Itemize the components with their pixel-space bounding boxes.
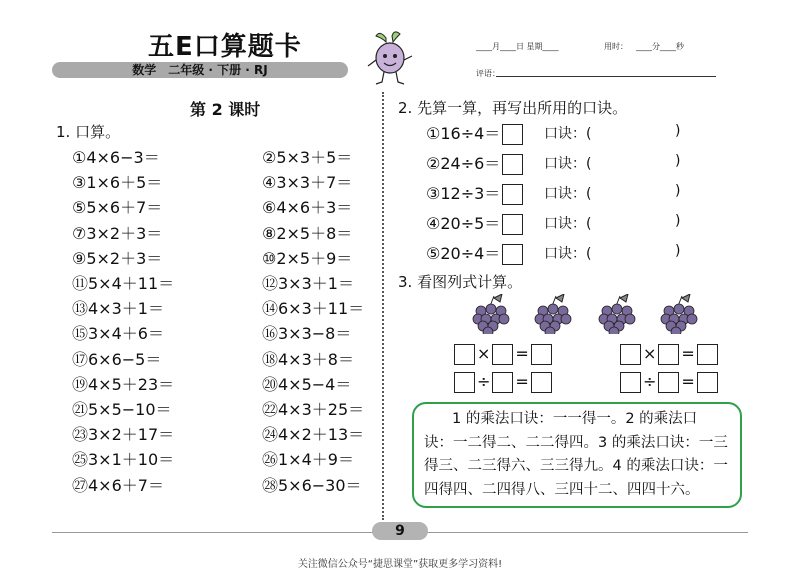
answer-box[interactable] <box>697 344 718 365</box>
q1-item: ④3×3＋7＝ <box>262 173 353 193</box>
q1-item: ⑩2×5＋9＝ <box>262 248 353 268</box>
answer-box[interactable] <box>492 344 513 365</box>
koujue-close-paren: ) <box>675 123 681 139</box>
grape-bunch-icon <box>660 294 698 334</box>
radish-mascot-icon <box>366 30 416 86</box>
q1-item: ㉕3×1＋10＝ <box>72 450 175 470</box>
grape-bunch-icon <box>534 294 572 334</box>
q2-item <box>426 241 523 265</box>
times-sign: × <box>477 344 491 363</box>
koujue-close-paren: ) <box>675 213 681 229</box>
grape-bunch-icon <box>472 294 510 334</box>
answer-box[interactable] <box>658 344 679 365</box>
koujue-label: 口诀：( <box>544 216 592 232</box>
divide-sign: ÷ <box>477 372 491 391</box>
answer-box[interactable] <box>658 372 679 393</box>
time-label: 用时： <box>604 42 628 51</box>
q1-item: ⑳4×5−4＝ <box>262 374 352 394</box>
q2-expression: ①16÷4＝ <box>426 124 501 143</box>
q1-item: ⑬4×3＋1＝ <box>72 299 164 319</box>
q1-item: ⑤5×6＋7＝ <box>72 198 163 218</box>
answer-box[interactable] <box>697 372 718 393</box>
koujue-close-paren: ) <box>675 183 681 199</box>
koujue-close-paren: ) <box>675 153 681 169</box>
q1-item: ⑮3×4＋6＝ <box>72 324 164 344</box>
footer-note: 关注微信公众号“捷思课堂”获取更多学习资料! <box>297 559 503 570</box>
q1-item: ⑫3×3＋1＝ <box>262 274 354 293</box>
q1-item: ①4×6−3＝ <box>72 148 160 167</box>
mult-line: 1 的乘法口诀：一一得一。2 的乘法口 <box>452 411 698 427</box>
answer-box[interactable] <box>502 214 523 235</box>
time-fields: ____分____秒 <box>636 42 684 51</box>
card-title: 五E口算题卡 <box>148 32 302 62</box>
equals-sign: = <box>681 344 695 363</box>
q2-expression: ④20÷5＝ <box>426 214 501 233</box>
koujue-label: 口诀：( <box>544 246 592 262</box>
q1-item: ⑰6×6−5＝ <box>72 349 162 369</box>
q1-item: ⑯3×3−8＝ <box>262 324 352 344</box>
koujue-label: 口诀：( <box>544 156 592 172</box>
q2-item <box>426 121 523 145</box>
divide-sign: ÷ <box>643 372 657 391</box>
answer-box[interactable] <box>502 154 523 175</box>
eq-mult-left <box>452 344 554 365</box>
q1-item: ⑥4×6＋3＝ <box>262 198 353 218</box>
q1-item: ⑧2×5＋8＝ <box>262 223 353 243</box>
q2-item <box>426 151 523 175</box>
koujue-label: 口诀：( <box>544 186 592 202</box>
answer-box[interactable] <box>531 344 552 365</box>
review-label: 评语： <box>476 69 500 78</box>
date-fields: ____月____日 星期____ <box>476 42 559 51</box>
q1-item: ㉗4×6＋7＝ <box>72 475 164 495</box>
eq-div-left <box>452 372 554 393</box>
equals-sign: = <box>515 344 529 363</box>
grape-bunch-icon <box>598 294 636 334</box>
q2-expression: ②24÷6＝ <box>426 154 501 173</box>
answer-box[interactable] <box>454 372 475 393</box>
column-divider <box>382 92 384 520</box>
equals-sign: = <box>515 372 529 391</box>
q2-item <box>426 211 523 235</box>
q1-title: 1. 口算。 <box>56 123 121 141</box>
koujue-label: 口诀：( <box>544 126 592 142</box>
answer-box[interactable] <box>502 244 523 265</box>
q1-item: ㉒4×3＋25＝ <box>262 400 365 419</box>
answer-box[interactable] <box>502 124 523 145</box>
q3-title: 3. 看图列式计算。 <box>398 273 523 291</box>
q1-item: ②5×3＋5＝ <box>262 148 353 167</box>
eq-mult-right <box>618 344 720 365</box>
q2-expression: ⑤20÷4＝ <box>426 244 501 263</box>
q2-expression: ③12÷3＝ <box>426 184 501 203</box>
q1-item: ⑨5×2＋3＝ <box>72 248 163 268</box>
times-sign: × <box>643 344 657 363</box>
koujue-close-paren: ) <box>675 243 681 259</box>
q1-item: ⑪5×4＋11＝ <box>72 274 175 293</box>
q1-item: ⑱4×3＋8＝ <box>262 349 354 369</box>
q1-item: ㉘5×6−30＝ <box>262 475 362 495</box>
mult-line: 四得四、二四得八、三四十二、四四十六。 <box>424 481 700 498</box>
grade-subtitle-bar: 数学 二年级 · 下册 · RJ <box>52 62 348 78</box>
q1-item: ㉖1×4＋9＝ <box>262 450 354 470</box>
q2-title: 2. 先算一算，再写出所用的口诀。 <box>398 99 628 117</box>
q2-item <box>426 181 523 205</box>
page-number: 9 <box>372 522 428 540</box>
multiplication-table-text <box>424 408 730 502</box>
equals-sign: = <box>681 372 695 391</box>
mult-line: 诀：一二得二、二二得四。3 的乘法口诀：一三 <box>424 434 728 451</box>
q1-item: ㉑5×5−10＝ <box>72 400 172 419</box>
lesson-title: 第 2 课时 <box>190 100 261 119</box>
answer-box[interactable] <box>531 372 552 393</box>
q1-item: ㉓3×2＋17＝ <box>72 425 175 445</box>
answer-box[interactable] <box>620 344 641 365</box>
q1-item: ⑭6×3＋11＝ <box>262 299 365 319</box>
mult-line: 得三、二三得六、三三得九。4 的乘法口诀：一 <box>424 458 728 474</box>
answer-box[interactable] <box>620 372 641 393</box>
q1-item: ㉔4×2＋13＝ <box>262 425 365 445</box>
q1-item: ⑦3×2＋3＝ <box>72 223 163 243</box>
q1-item: ⑲4×5＋23＝ <box>72 374 175 394</box>
review-line <box>496 76 716 77</box>
q1-item: ③1×6＋5＝ <box>72 173 163 193</box>
answer-box[interactable] <box>502 184 523 205</box>
answer-box[interactable] <box>454 344 475 365</box>
eq-div-right <box>618 372 720 393</box>
answer-box[interactable] <box>492 372 513 393</box>
